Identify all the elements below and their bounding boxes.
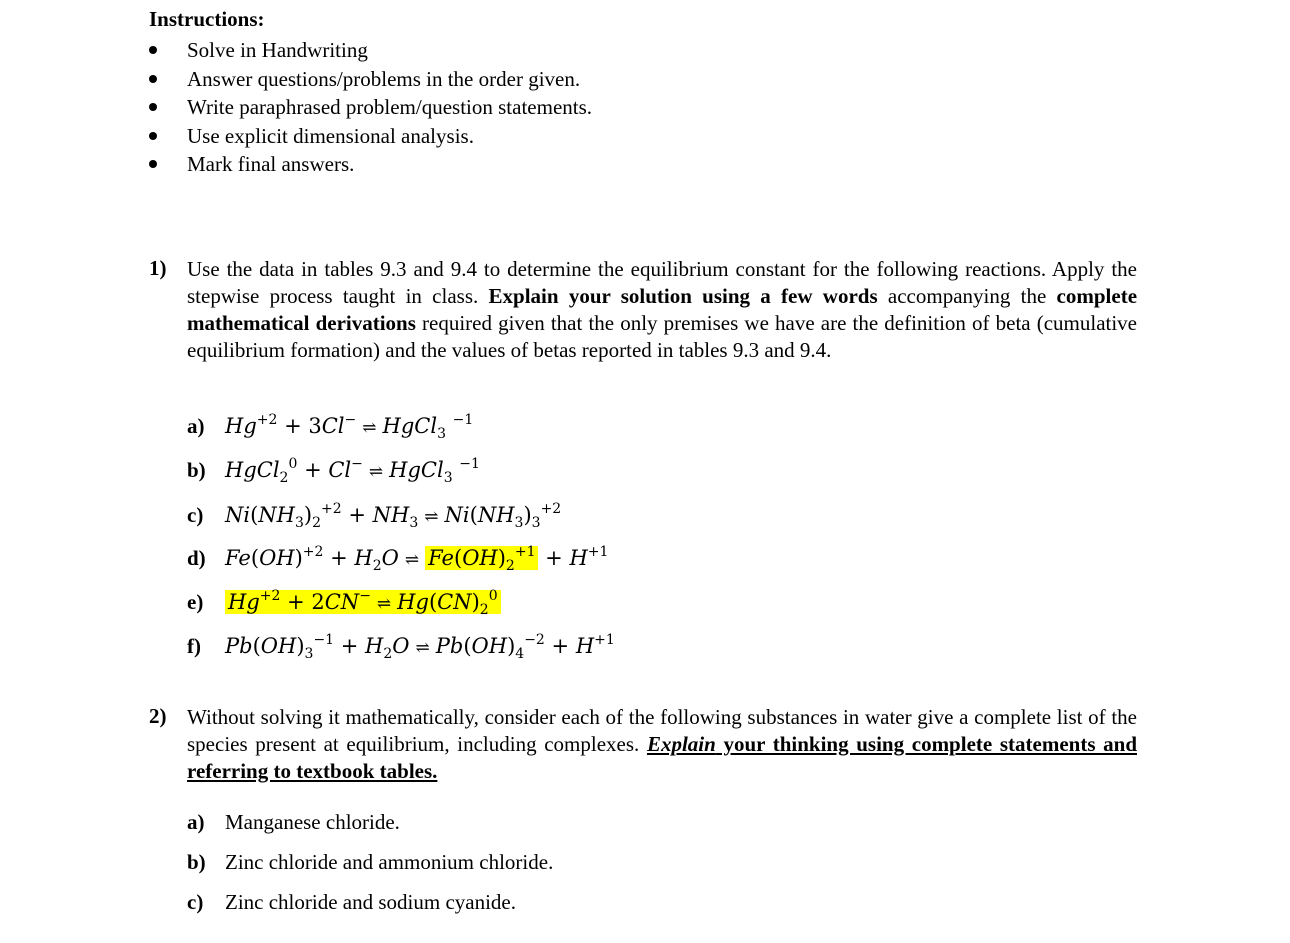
reaction-c: c) $Ni(NH_3)_2^{+2} + NH_3$ ⇌ $Ni(NH_3)_3^{+2}$ (187, 501, 562, 531)
bullet-icon (149, 160, 157, 168)
bullet-icon (149, 132, 157, 140)
reaction-e: e) $Hg^{+2} + 2CN^-$ ⇌ $Hg(CN)_2^0$ (187, 590, 501, 615)
question-number: 2) (149, 704, 167, 728)
instruction-item: Mark final answers. (149, 150, 592, 179)
list-item: c) Zinc chloride and sodium cyanide. (187, 890, 516, 914)
bullet-icon (149, 75, 157, 83)
reaction-a: a) $Hg^{+2} + 3Cl^-$ ⇌ HgCl$_3$ $^{-1}$ (187, 412, 474, 442)
reaction-f: f) $Pb(OH)_3^{-1} + H_2O$ ⇌ $Pb(OH)_4^{-2} + H^{+1}$ (187, 632, 615, 662)
instruction-item: Solve in Handwriting (149, 36, 592, 65)
instruction-item: Answer questions/problems in the order given. (149, 65, 592, 94)
reaction-b: b) HgCl$_2^0$ + Cl− ⇌ HgCl$_3$ $^{-1}$ (187, 456, 480, 486)
question-1 (149, 256, 1137, 364)
list-item: b) Zinc chloride and ammonium chloride. (187, 850, 554, 874)
list-item: a) Manganese chloride. (187, 810, 400, 834)
bullet-icon (149, 46, 157, 54)
instruction-item: Use explicit dimensional analysis. (149, 122, 592, 151)
question-number: 1) (149, 256, 167, 280)
question-1-text: Use the data in tables 9.3 and 9.4 to determine the equilibrium constant for the following reactions. Apply the stepwise process taught in class. Explain your solution using a few words accompanying the complete mathematical derivations required given that the only premises we have are the definition of beta (cumulative equilibrium formation) and the values of betas reported in tables 9.3 and 9.4. (187, 257, 1138, 362)
highlight: $Hg^{+2} + 2CN^-$ ⇌ $Hg(CN)_2^0$ (225, 590, 501, 614)
question-2 (149, 704, 1137, 785)
bullet-icon (149, 103, 157, 111)
highlight: $Fe(OH)_2^{+1}$ (425, 546, 538, 570)
instruction-item: Write paraphrased problem/question statements. (149, 93, 592, 122)
reaction-d: d) $Fe(OH)^{+2} + H_2O$ ⇌ $Fe(OH)_2^{+1} + H^{+1}$ (187, 544, 609, 574)
instructions-list (149, 36, 592, 179)
question-2-text: Without solving it mathematically, consider each of the following substances in water give a complete list of the species present at equilibrium, including complexes. Explain your thinking using complete statements and referring to textbook tables. (187, 705, 1137, 783)
instructions-title: Instructions: (149, 7, 265, 31)
